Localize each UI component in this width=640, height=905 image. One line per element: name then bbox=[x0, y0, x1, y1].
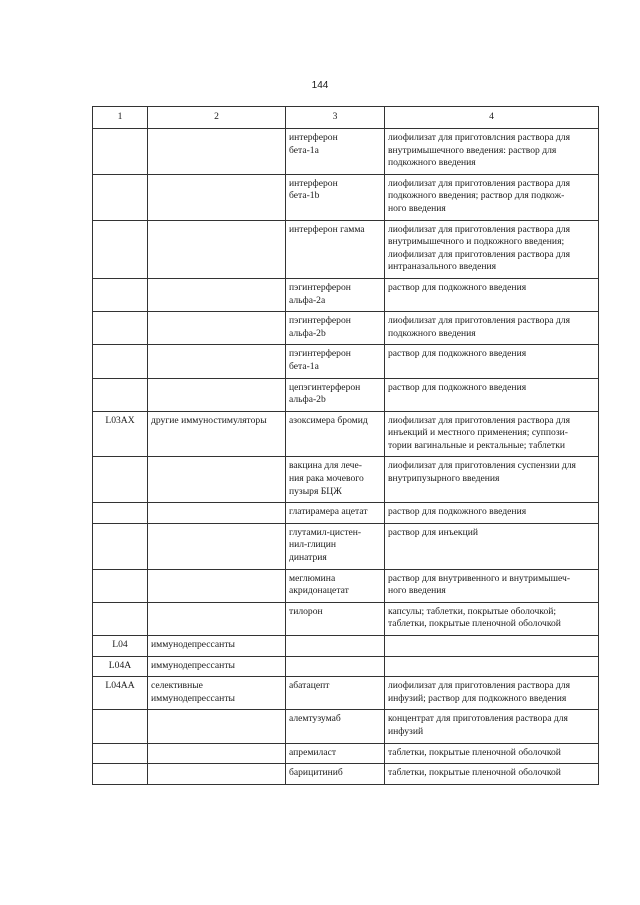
group-cell bbox=[148, 278, 286, 311]
group-cell bbox=[148, 602, 286, 635]
code-cell bbox=[93, 129, 148, 175]
table-row bbox=[93, 677, 599, 710]
group-cell bbox=[148, 710, 286, 743]
table-row bbox=[93, 656, 599, 677]
name-cell: глутамил-цистен- нил-глицин динатрия bbox=[286, 523, 385, 569]
name-cell: интерферон бета-1a bbox=[286, 129, 385, 175]
header-row bbox=[93, 107, 599, 129]
table-row bbox=[93, 743, 599, 764]
code-cell bbox=[93, 220, 148, 278]
form-cell: таблетки, покрытые пленочной оболочкой bbox=[385, 764, 599, 785]
table-row bbox=[93, 710, 599, 743]
name-cell: алемтузумаб bbox=[286, 710, 385, 743]
table-row bbox=[93, 378, 599, 411]
form-cell: лиофилизат для приготовления раствора для инъекций и местного применения; суппози- тории вагинальные и ректальные; таблетки bbox=[385, 411, 599, 457]
form-cell: раствор для подкожного введения bbox=[385, 278, 599, 311]
table-row bbox=[93, 569, 599, 602]
group-cell: селективные иммунодепрессанты bbox=[148, 677, 286, 710]
form-cell: капсулы; таблетки, покрытые оболочкой; таблетки, покрытые пленочной оболочкой bbox=[385, 602, 599, 635]
table-row bbox=[93, 411, 599, 457]
form-cell: раствор для внутривенного и внутримышеч- ного введения bbox=[385, 569, 599, 602]
group-cell bbox=[148, 220, 286, 278]
group-cell bbox=[148, 312, 286, 345]
form-cell: раствор для подкожного введения bbox=[385, 345, 599, 378]
group-cell bbox=[148, 523, 286, 569]
group-cell bbox=[148, 743, 286, 764]
name-cell: пэгинтерферон альфа-2a bbox=[286, 278, 385, 311]
group-cell: другие иммуностимуляторы bbox=[148, 411, 286, 457]
name-cell: цепэгинтерферон альфа-2b bbox=[286, 378, 385, 411]
name-cell: абатацепт bbox=[286, 677, 385, 710]
table-row bbox=[93, 503, 599, 524]
code-cell bbox=[93, 710, 148, 743]
code-cell bbox=[93, 378, 148, 411]
code-cell: L03AX bbox=[93, 411, 148, 457]
table-row bbox=[93, 636, 599, 657]
group-cell bbox=[148, 174, 286, 220]
table-row bbox=[93, 312, 599, 345]
group-cell bbox=[148, 569, 286, 602]
table-row bbox=[93, 278, 599, 311]
code-cell bbox=[93, 278, 148, 311]
table-row bbox=[93, 764, 599, 785]
name-cell: интерферон гамма bbox=[286, 220, 385, 278]
form-cell: лиофилизат для приготовлсния раствора для внутримышечного введения: раствор для подкожного введения bbox=[385, 129, 599, 175]
group-cell bbox=[148, 345, 286, 378]
code-cell bbox=[93, 743, 148, 764]
name-cell: барицитиниб bbox=[286, 764, 385, 785]
group-cell bbox=[148, 129, 286, 175]
name-cell: пэгинтерферон альфа-2b bbox=[286, 312, 385, 345]
code-cell bbox=[93, 174, 148, 220]
header-cell-4: 4 bbox=[385, 107, 599, 129]
page-number: 144 bbox=[311, 80, 329, 91]
group-cell bbox=[148, 378, 286, 411]
code-cell bbox=[93, 602, 148, 635]
header-cell-2: 2 bbox=[148, 107, 286, 129]
form-cell: лиофилизат для приготовления раствора для инфузий; раствор для подкожного введения bbox=[385, 677, 599, 710]
table-row bbox=[93, 345, 599, 378]
code-cell bbox=[93, 312, 148, 345]
table-row bbox=[93, 129, 599, 175]
code-cell bbox=[93, 523, 148, 569]
name-cell bbox=[286, 636, 385, 657]
name-cell: глатирамера ацетат bbox=[286, 503, 385, 524]
table-row bbox=[93, 174, 599, 220]
form-cell: таблетки, покрытые пленочной оболочкой bbox=[385, 743, 599, 764]
table-row bbox=[93, 523, 599, 569]
drug-table bbox=[92, 106, 599, 785]
code-cell bbox=[93, 764, 148, 785]
code-cell: L04 bbox=[93, 636, 148, 657]
name-cell: тилорон bbox=[286, 602, 385, 635]
table-row bbox=[93, 602, 599, 635]
code-cell bbox=[93, 457, 148, 503]
code-cell bbox=[93, 569, 148, 602]
name-cell: интерферон бета-1b bbox=[286, 174, 385, 220]
code-cell: L04A bbox=[93, 656, 148, 677]
form-cell: лиофилизат для приготовления суспензии для внутрипузырного введения bbox=[385, 457, 599, 503]
group-cell bbox=[148, 457, 286, 503]
form-cell: раствор для инъекций bbox=[385, 523, 599, 569]
table-row bbox=[93, 220, 599, 278]
form-cell bbox=[385, 656, 599, 677]
form-cell: раствор для подкожного введения bbox=[385, 378, 599, 411]
name-cell: вакцина для лече- ния рака мочевого пузыря БЦЖ bbox=[286, 457, 385, 503]
form-cell: концентрат для приготовления раствора для инфузий bbox=[385, 710, 599, 743]
form-cell: лиофилизат для приготовления раствора для подкожного введения; раствор для подкож- ного введения bbox=[385, 174, 599, 220]
group-cell: иммунодепрессанты bbox=[148, 636, 286, 657]
group-cell bbox=[148, 503, 286, 524]
form-cell: лиофилизат для приготовления раствора для подкожного введения bbox=[385, 312, 599, 345]
group-cell bbox=[148, 764, 286, 785]
form-cell: раствор для подкожного введения bbox=[385, 503, 599, 524]
group-cell: иммунодепрессанты bbox=[148, 656, 286, 677]
header-cell-3: 3 bbox=[286, 107, 385, 129]
name-cell: пэгинтерферон бета-1a bbox=[286, 345, 385, 378]
name-cell: меглюмина акридонацетат bbox=[286, 569, 385, 602]
name-cell bbox=[286, 656, 385, 677]
header-cell-1: 1 bbox=[93, 107, 148, 129]
code-cell bbox=[93, 503, 148, 524]
code-cell: L04AA bbox=[93, 677, 148, 710]
name-cell: азоксимера бромид bbox=[286, 411, 385, 457]
table-row bbox=[93, 457, 599, 503]
name-cell: апремиласт bbox=[286, 743, 385, 764]
form-cell: лиофилизат для приготовления раствора для внутримышечного и подкожного введения; лиофилизат для приготовления раствора для интраназального введения bbox=[385, 220, 599, 278]
code-cell bbox=[93, 345, 148, 378]
form-cell bbox=[385, 636, 599, 657]
